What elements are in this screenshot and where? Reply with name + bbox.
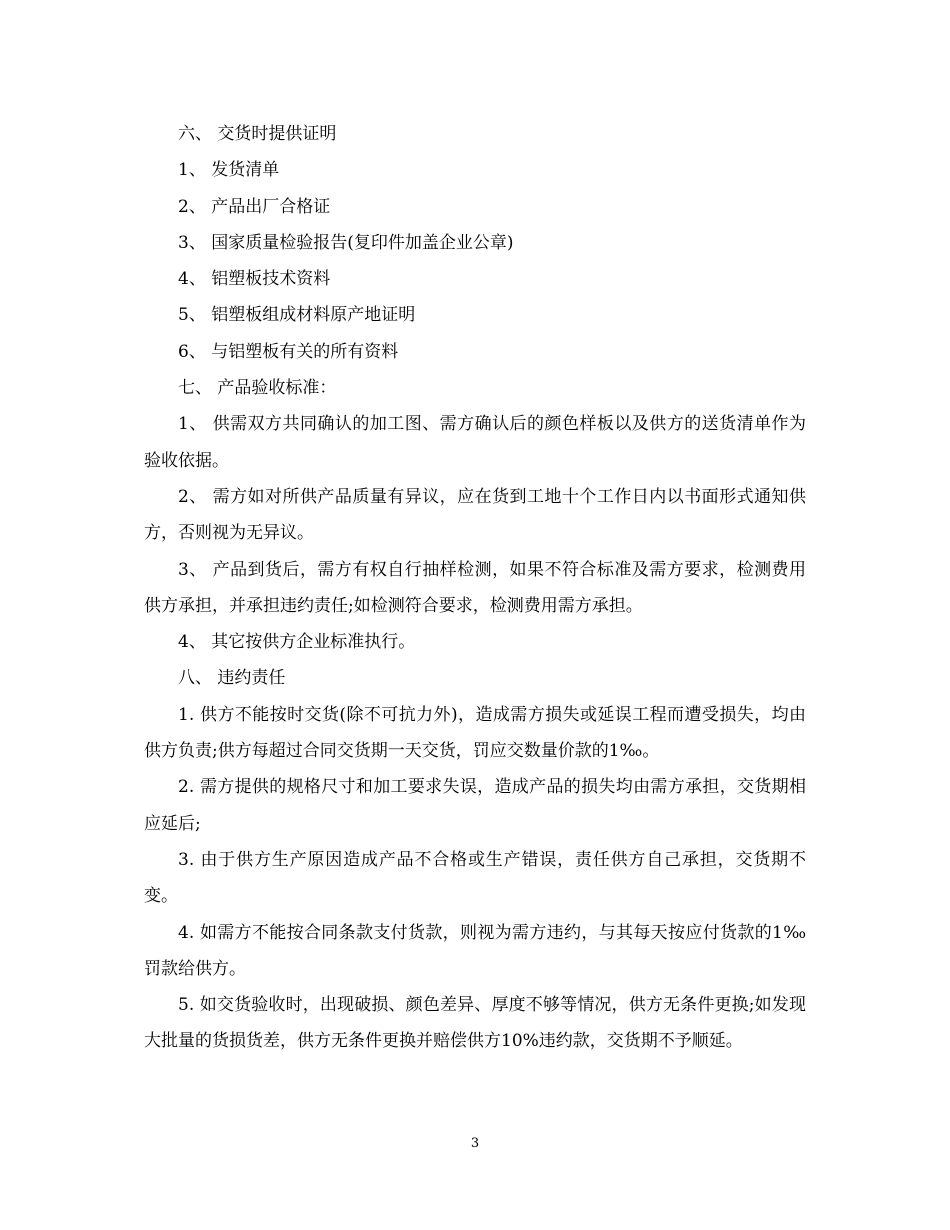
- section-heading-liability: 八、 违约责任: [178, 668, 286, 689]
- list-item: 3. 由于供方生产原因造成产品不合格或生产错误，责任供方自己承担，交货期不变。: [144, 849, 806, 907]
- list-item: 1、 供需双方共同确认的加工图、需方确认后的颜色样板以及供方的送货清单作为验收依据。: [144, 414, 806, 471]
- list-item: 1. 供方不能按时交货(除不可抗力外)，造成需方损失或延误工程而遭受损失，均由供方负责;供方每超过合同交货期一天交货，罚应交数量价款的1‰。: [144, 704, 806, 762]
- list-item: 5、 铝塑板组成材料原产地证明: [178, 305, 416, 326]
- list-item: 3、 产品到货后，需方有权自行抽样检测，如果不符合标准及需方要求，检测费用供方承担，并承担违约责任;如检测符合要求，检测费用需方承担。: [144, 559, 806, 616]
- section-heading-delivery-proof: 六、 交货时提供证明: [178, 124, 337, 144]
- page-number: 3: [470, 1136, 480, 1151]
- list-item: 4、 其它按供方企业标准执行。: [178, 632, 416, 653]
- list-item: 4、 铝塑板技术资料: [178, 269, 331, 290]
- list-item: 5. 如交货验收时，出现破损、颜色差异、厚度不够等情况，供方无条件更换;如发现大批量的货损货差，供方无条件更换并赔偿供方10%违约款，交货期不予顺延。: [144, 995, 806, 1052]
- list-item: 2. 需方提供的规格尺寸和加工要求失误，造成产品的损失均由需方承担，交货期相应延后;: [144, 777, 806, 834]
- document-body: [144, 116, 806, 1060]
- section-heading-acceptance-standard: 七、 产品验收标准：: [178, 378, 337, 399]
- list-item: 2、 需方如对所供产品质量有异议，应在货到工地十个工作日内以书面形式通知供方，否则视为无异议。: [144, 486, 806, 544]
- list-item: 2、 产品出厂合格证: [178, 196, 331, 217]
- list-item: 4. 如需方不能按合同条款支付货款，则视为需方违约，与其每天按应付货款的1‰罚款给供方。: [144, 922, 806, 979]
- list-item: 6、 与铝塑板有关的所有资料: [178, 341, 399, 362]
- list-item: 1、 发货清单: [178, 160, 280, 181]
- list-item: 3、 国家质量检验报告(复印件加盖企业公章): [178, 232, 514, 253]
